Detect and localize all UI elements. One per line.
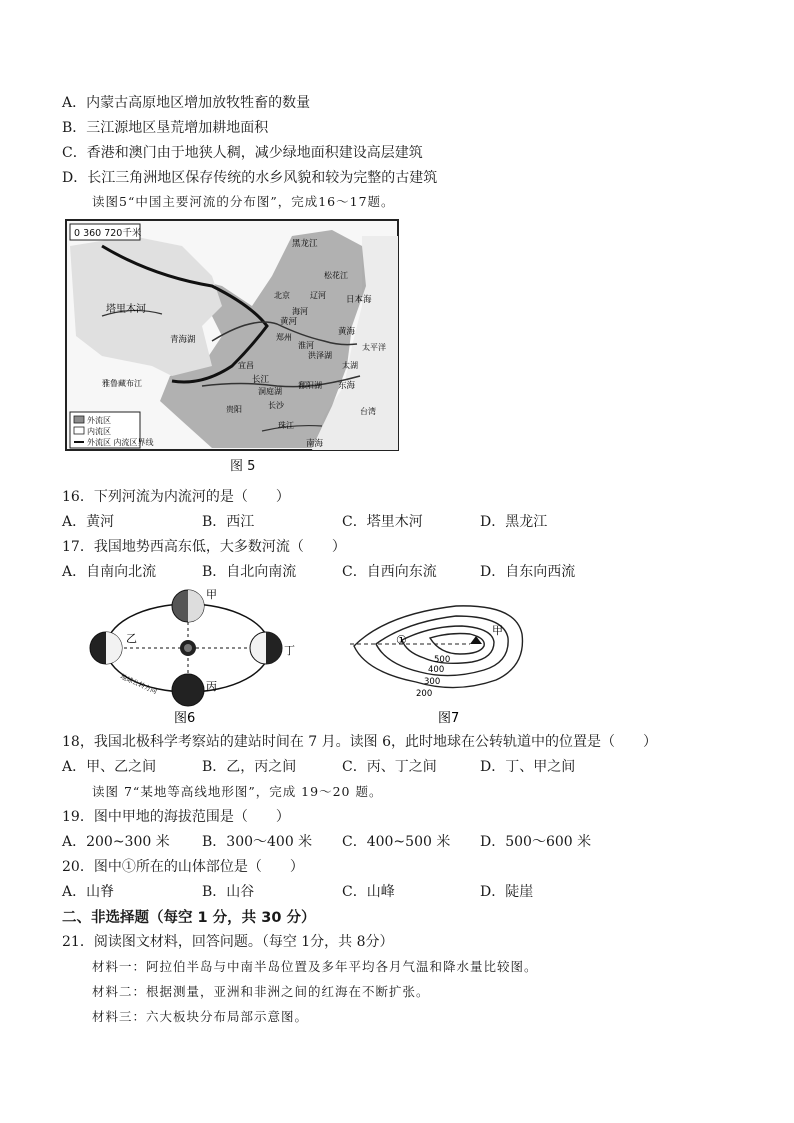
label-pacific: 太平洋 [362,343,386,352]
figure-6-caption: 图6 [174,711,196,726]
q15-option-a: A．内蒙古高原地区增加放牧牲畜的数量 [62,95,311,111]
label-heilongjiang: 黑龙江 [292,239,318,249]
figure-7 [346,596,532,726]
q18-option-c: C．丙、丁之间 [342,759,437,775]
label-hongze: 洪泽湖 [308,351,332,360]
label-beijing: 北京 [274,291,290,300]
q16-option-b: B．西江 [202,514,255,530]
label-poyang: 鄱阳湖 [298,381,322,390]
marker-1: ① [396,633,407,647]
label-dongting: 洞庭湖 [258,387,282,396]
label-zhengzhou: 郑州 [276,333,292,342]
figure-6 [86,584,300,726]
figure-7-caption: 图7 [438,711,460,726]
legend-interior: 内流区 [87,427,111,436]
intro-19-20: 读图 7“某地等高线地形图”，完成 19～20 题。 [92,784,383,799]
label-qinghai-lake: 青海湖 [170,335,196,345]
label-yi: 乙 [126,632,137,645]
q19-stem: 19．图中甲地的海拔范围是（ ） [62,809,290,825]
q21-material-3: 材料三：六大板块分布局部示意图。 [92,1009,309,1024]
q20-option-b: B．山谷 [202,884,255,900]
label-guiyang: 贵阳 [226,405,242,414]
q15-option-c: C．香港和澳门由于地狭人稠，减少绿地面积建设高层建筑 [62,145,423,161]
label-yangtze: 长江 [252,375,270,385]
q18-option-b: B．乙，丙之间 [202,759,297,775]
figure-5-caption: 图 5 [230,459,256,474]
figure-5-scale: 0 360 720千米 [74,228,142,239]
label-changsha: 长沙 [268,401,284,410]
q19-option-c: C．400~500 米 [342,834,451,850]
q17-option-b: B．自北向南流 [202,564,297,580]
label-yarlung: 雅鲁藏布江 [102,379,142,388]
label-sea-of-japan: 日本海 [346,295,372,305]
q18-stem: 18，我国北极科学考察站的建站时间在 7 月。读图 6，此时地球在公转轨道中的位置是（ ） [62,734,657,750]
q21-stem: 21．阅读图文材料，回答问题。（每空 1分，共 8分） [62,934,394,950]
q21-material-2: 材料二：根据测量，亚洲和非洲之间的红海在不断扩张。 [92,984,430,999]
q17-option-d: D．自东向西流 [480,564,576,580]
figure-5 [62,216,408,478]
label-taiwan: 台湾 [360,407,376,416]
peak-label-jia: 甲 [492,624,503,637]
q19-options [62,831,622,851]
q15-option-d: D．长江三角洲地区保存传统的水乡风貌和较为完整的古建筑 [62,170,438,186]
contour-500: 500 [434,655,451,665]
q18-option-a: A．甲、乙之间 [62,759,157,775]
q19-option-d: D．500～600 米 [480,834,592,850]
legend-boundary: 外流区 内流区界线 [87,438,154,447]
q17-stem: 17．我国地势西高东低，大多数河流（ ） [62,539,346,555]
q19-option-b: B．300～400 米 [202,834,313,850]
q17-option-c: C．自西向东流 [342,564,437,580]
q16-options [62,511,622,531]
label-songhua: 松花江 [324,271,348,280]
q20-options [62,881,622,901]
q21-material-1: 材料一：阿拉伯半岛与中南半岛位置及多年平均各月气温和降水量比较图。 [92,959,538,974]
label-jia: 甲 [206,588,217,601]
label-yellow-river: 黄河 [280,317,298,327]
label-pearl-river: 珠江 [278,421,294,430]
label-south-china-sea: 南海 [306,439,324,449]
label-liaohe: 辽河 [310,291,326,300]
label-ding: 丁 [284,644,295,657]
section-2-title: 二、非选择题（每空 1 分，共 30 分） [62,910,316,926]
q15-option-b: B．三江源地区垦荒增加耕地面积 [62,120,269,136]
contour-200: 200 [416,689,433,699]
q17-option-a: A．自南向北流 [62,564,157,580]
q18-option-d: D．丁、甲之间 [480,759,576,775]
q16-option-a: A．黄河 [62,514,115,530]
label-east-china-sea: 东海 [338,381,356,391]
legend-exterior: 外流区 [87,416,111,425]
label-haihe: 海河 [292,307,308,316]
orbit-direction-note: 地球公转方向 [119,672,159,696]
q16-option-d: D．黑龙江 [480,514,548,530]
q20-stem: 20．图中①所在的山体部位是（ ） [62,859,304,875]
q20-option-a: A．山脊 [62,884,115,900]
intro-16-17: 读图5“中国主要河流的分布图”，完成16～17题。 [92,194,395,209]
q19-option-a: A．200~300 米 [62,834,170,850]
q17-options [62,561,622,581]
q20-option-c: C．山峰 [342,884,395,900]
q20-option-d: D．陡崖 [480,884,534,900]
contour-400: 400 [428,665,445,675]
label-bing: 丙 [206,680,217,693]
label-yellow-sea: 黄海 [338,327,356,337]
label-taihu: 太湖 [342,361,358,370]
label-yichang: 宜昌 [238,361,254,370]
q16-stem: 16．下列河流为内流河的是（ ） [62,489,290,505]
q18-options [62,756,622,776]
label-tarim: 塔里木河 [106,304,146,315]
contour-300: 300 [424,677,441,687]
q16-option-c: C．塔里木河 [342,514,423,530]
label-huaihe: 淮河 [298,341,314,350]
